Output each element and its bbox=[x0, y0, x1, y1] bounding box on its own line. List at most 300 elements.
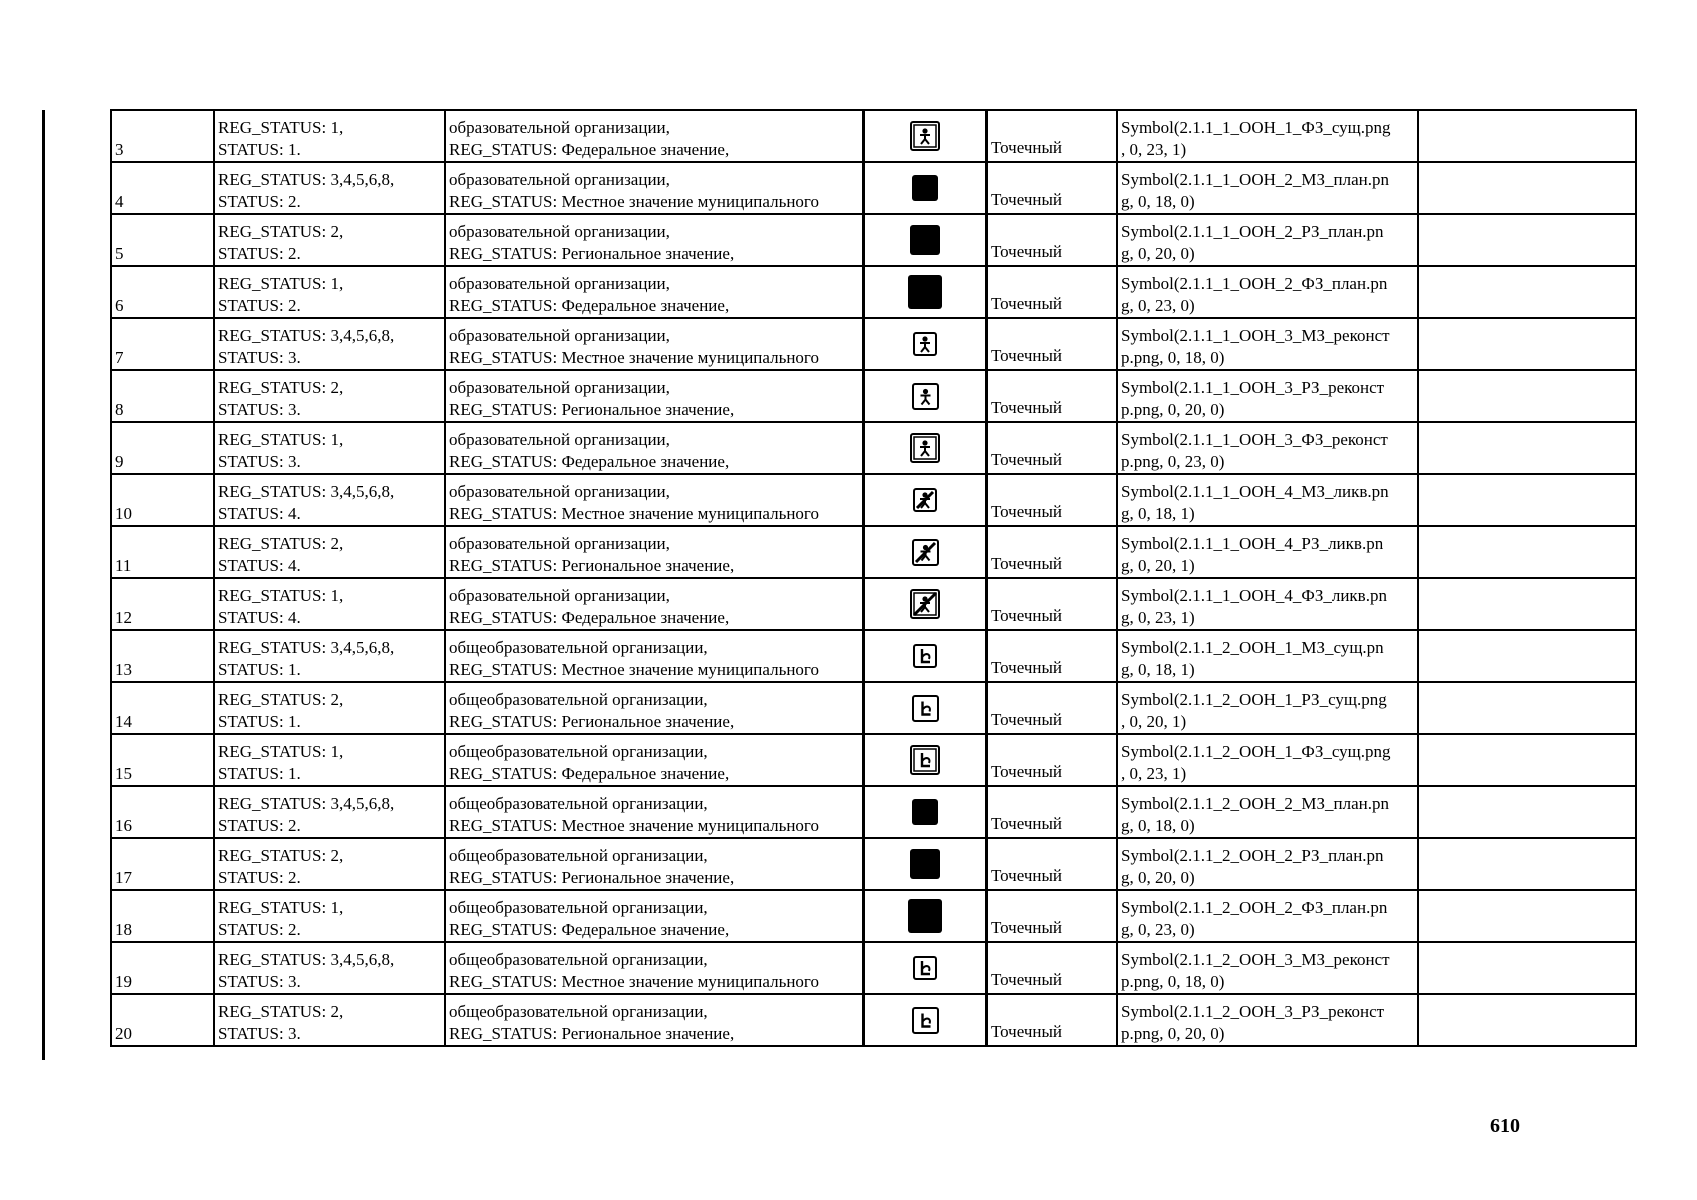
symbol-definition-line-2: g, 0, 23, 1) bbox=[1121, 608, 1195, 627]
organization-text: образовательной организации, bbox=[449, 534, 670, 553]
condition-cell bbox=[214, 266, 445, 318]
symbol-definition-line-2: g, 0, 23, 0) bbox=[1121, 920, 1195, 939]
table-row bbox=[111, 578, 1636, 630]
row-number-cell bbox=[111, 214, 214, 266]
description-cell bbox=[445, 318, 864, 370]
geometry-type-cell bbox=[987, 578, 1118, 630]
empty-cell bbox=[1418, 526, 1636, 578]
reg-status-value: REG_STATUS: Региональное значение, bbox=[449, 400, 735, 419]
school-reconstruction-medium-icon bbox=[912, 383, 939, 410]
condition-cell bbox=[214, 942, 445, 994]
table-row bbox=[111, 422, 1636, 474]
symbol-definition-cell bbox=[1117, 110, 1418, 162]
symbol-cell bbox=[864, 318, 987, 370]
table-row bbox=[111, 682, 1636, 734]
status-condition: STATUS: 2. bbox=[218, 296, 301, 315]
reg-status-condition: REG_STATUS: 1, bbox=[218, 430, 344, 449]
organization-text: образовательной организации, bbox=[449, 326, 670, 345]
reg-status-condition: REG_STATUS: 2, bbox=[218, 1002, 344, 1021]
symbols-table bbox=[110, 109, 1637, 1047]
status-condition: STATUS: 2. bbox=[218, 192, 301, 211]
symbol-definition-cell bbox=[1117, 838, 1418, 890]
reg-status-condition: REG_STATUS: 1, bbox=[218, 742, 344, 761]
symbol-definition-line-2: g, 0, 18, 0) bbox=[1121, 816, 1195, 835]
geometry-type: Точечный bbox=[991, 918, 1063, 937]
symbol-definition-line-1: Symbol(2.1.1_1_ООН_2_РЗ_план.pn bbox=[1121, 222, 1384, 241]
empty-cell bbox=[1418, 474, 1636, 526]
condition-cell bbox=[214, 890, 445, 942]
table-row bbox=[111, 942, 1636, 994]
row-number-cell bbox=[111, 630, 214, 682]
row-number-cell bbox=[111, 422, 214, 474]
reg-status-condition: REG_STATUS: 3,4,5,6,8, bbox=[218, 794, 395, 813]
reg-status-condition: REG_STATUS: 2, bbox=[218, 378, 344, 397]
general-school-reconstruction-medium-icon bbox=[912, 1007, 939, 1034]
description-cell bbox=[445, 838, 864, 890]
condition-cell bbox=[214, 162, 445, 214]
row-number-cell bbox=[111, 318, 214, 370]
table-row bbox=[111, 526, 1636, 578]
geometry-type-cell bbox=[987, 318, 1118, 370]
symbol-definition-line-1: Symbol(2.1.1_2_ООН_2_ФЗ_план.pn bbox=[1121, 898, 1388, 917]
geometry-type: Точечный bbox=[991, 502, 1063, 521]
organization-text: образовательной организации, bbox=[449, 378, 670, 397]
symbol-cell bbox=[864, 214, 987, 266]
geometry-type-cell bbox=[987, 942, 1118, 994]
reg-status-condition: REG_STATUS: 1, bbox=[218, 898, 344, 917]
table-row bbox=[111, 370, 1636, 422]
symbol-definition-line-2: , 0, 23, 1) bbox=[1121, 140, 1187, 159]
status-condition: STATUS: 1. bbox=[218, 712, 301, 731]
description-cell bbox=[445, 786, 864, 838]
symbol-definition-cell bbox=[1117, 214, 1418, 266]
status-condition: STATUS: 3. bbox=[218, 452, 301, 471]
condition-cell bbox=[214, 578, 445, 630]
condition-cell bbox=[214, 318, 445, 370]
empty-cell bbox=[1418, 214, 1636, 266]
status-condition: STATUS: 3. bbox=[218, 1024, 301, 1043]
geometry-type: Точечный bbox=[991, 242, 1063, 261]
description-cell bbox=[445, 682, 864, 734]
row-number: 16 bbox=[115, 816, 132, 835]
row-number-cell bbox=[111, 110, 214, 162]
planned-small-square-icon bbox=[912, 175, 938, 201]
reg-status-value: REG_STATUS: Федеральное значение, bbox=[449, 608, 730, 627]
status-condition: STATUS: 2. bbox=[218, 920, 301, 939]
row-number: 4 bbox=[115, 192, 124, 211]
organization-text: образовательной организации, bbox=[449, 430, 670, 449]
empty-cell bbox=[1418, 630, 1636, 682]
table-row bbox=[111, 110, 1636, 162]
general-school-medium-icon bbox=[912, 695, 939, 722]
condition-cell bbox=[214, 838, 445, 890]
symbol-cell bbox=[864, 734, 987, 786]
organization-text: образовательной организации, bbox=[449, 482, 670, 501]
description-cell bbox=[445, 370, 864, 422]
empty-cell bbox=[1418, 110, 1636, 162]
status-condition: STATUS: 1. bbox=[218, 660, 301, 679]
reg-status-value: REG_STATUS: Региональное значение, bbox=[449, 868, 735, 887]
table-row bbox=[111, 838, 1636, 890]
table-row bbox=[111, 162, 1636, 214]
row-number: 20 bbox=[115, 1024, 132, 1043]
description-cell bbox=[445, 578, 864, 630]
geometry-type-cell bbox=[987, 370, 1118, 422]
empty-cell bbox=[1418, 786, 1636, 838]
symbol-definition-cell bbox=[1117, 370, 1418, 422]
empty-cell bbox=[1418, 578, 1636, 630]
organization-text: образовательной организации, bbox=[449, 118, 670, 137]
reg-status-condition: REG_STATUS: 1, bbox=[218, 118, 344, 137]
row-number-cell bbox=[111, 682, 214, 734]
symbol-definition-line-2: g, 0, 20, 1) bbox=[1121, 556, 1195, 575]
reg-status-value: REG_STATUS: Федеральное значение, bbox=[449, 920, 730, 939]
symbol-definition-line-2: g, 0, 20, 0) bbox=[1121, 868, 1195, 887]
reg-status-value: REG_STATUS: Федеральное значение, bbox=[449, 296, 730, 315]
reg-status-condition: REG_STATUS: 3,4,5,6,8, bbox=[218, 482, 395, 501]
organization-text: образовательной организации, bbox=[449, 170, 670, 189]
condition-cell bbox=[214, 110, 445, 162]
symbol-cell bbox=[864, 370, 987, 422]
condition-cell bbox=[214, 370, 445, 422]
symbol-definition-cell bbox=[1117, 994, 1418, 1046]
row-number: 11 bbox=[115, 556, 132, 575]
row-number-cell bbox=[111, 734, 214, 786]
reg-status-condition: REG_STATUS: 3,4,5,6,8, bbox=[218, 950, 395, 969]
geometry-type-cell bbox=[987, 422, 1118, 474]
table-row bbox=[111, 266, 1636, 318]
symbol-definition-line-1: Symbol(2.1.1_2_ООН_2_РЗ_план.pn bbox=[1121, 846, 1384, 865]
geometry-type: Точечный bbox=[991, 554, 1063, 573]
geometry-type-cell bbox=[987, 110, 1118, 162]
geometry-type-cell bbox=[987, 994, 1118, 1046]
description-cell bbox=[445, 162, 864, 214]
description-cell bbox=[445, 422, 864, 474]
symbol-definition-line-2: g, 0, 18, 1) bbox=[1121, 660, 1195, 679]
symbol-cell bbox=[864, 578, 987, 630]
geometry-type-cell bbox=[987, 474, 1118, 526]
row-number: 12 bbox=[115, 608, 132, 627]
reg-status-condition: REG_STATUS: 3,4,5,6,8, bbox=[218, 170, 395, 189]
status-condition: STATUS: 4. bbox=[218, 608, 301, 627]
geometry-type-cell bbox=[987, 682, 1118, 734]
symbol-definition-line-1: Symbol(2.1.1_1_ООН_2_ФЗ_план.pn bbox=[1121, 274, 1388, 293]
geometry-type-cell bbox=[987, 214, 1118, 266]
empty-cell bbox=[1418, 942, 1636, 994]
geometry-type-cell bbox=[987, 266, 1118, 318]
reg-status-condition: REG_STATUS: 2, bbox=[218, 534, 344, 553]
symbol-definition-line-2: , 0, 23, 1) bbox=[1121, 764, 1187, 783]
condition-cell bbox=[214, 422, 445, 474]
symbol-definition-line-1: Symbol(2.1.1_1_ООН_4_РЗ_ликв.pn bbox=[1121, 534, 1384, 553]
symbol-cell bbox=[864, 682, 987, 734]
geometry-type: Точечный bbox=[991, 346, 1063, 365]
row-number-cell bbox=[111, 578, 214, 630]
symbol-definition-line-2: р.png, 0, 23, 0) bbox=[1121, 452, 1225, 471]
school-existing-frame-icon bbox=[910, 121, 940, 151]
reg-status-value: REG_STATUS: Федеральное значение, bbox=[449, 140, 730, 159]
reg-status-value: REG_STATUS: Местное значение муниципального bbox=[449, 972, 819, 991]
organization-text: общеобразовательной организации, bbox=[449, 846, 708, 865]
status-condition: STATUS: 3. bbox=[218, 348, 301, 367]
row-number: 15 bbox=[115, 764, 132, 783]
status-condition: STATUS: 1. bbox=[218, 140, 301, 159]
geometry-type: Точечный bbox=[991, 710, 1063, 729]
condition-cell bbox=[214, 526, 445, 578]
empty-cell bbox=[1418, 422, 1636, 474]
symbol-definition-line-1: Symbol(2.1.1_1_ООН_3_ФЗ_реконст bbox=[1121, 430, 1388, 449]
organization-text: общеобразовательной организации, bbox=[449, 638, 708, 657]
symbol-cell bbox=[864, 110, 987, 162]
reg-status-value: REG_STATUS: Региональное значение, bbox=[449, 712, 735, 731]
description-cell bbox=[445, 630, 864, 682]
geometry-type: Точечный bbox=[991, 190, 1063, 209]
status-condition: STATUS: 2. bbox=[218, 244, 301, 263]
organization-text: образовательной организации, bbox=[449, 274, 670, 293]
school-reconstruction-frame-icon bbox=[910, 433, 940, 463]
reg-status-value: REG_STATUS: Местное значение муниципального bbox=[449, 660, 819, 679]
condition-cell bbox=[214, 474, 445, 526]
symbol-definition-cell bbox=[1117, 734, 1418, 786]
row-number: 17 bbox=[115, 868, 132, 887]
symbol-cell bbox=[864, 266, 987, 318]
geometry-type-cell bbox=[987, 526, 1118, 578]
symbol-definition-cell bbox=[1117, 474, 1418, 526]
organization-text: общеобразовательной организации, bbox=[449, 898, 708, 917]
reg-status-value: REG_STATUS: Федеральное значение, bbox=[449, 764, 730, 783]
description-cell bbox=[445, 110, 864, 162]
reg-status-value: REG_STATUS: Местное значение муниципального bbox=[449, 816, 819, 835]
symbol-cell bbox=[864, 994, 987, 1046]
table-row bbox=[111, 474, 1636, 526]
planned-medium-square-icon bbox=[910, 849, 940, 879]
table-row bbox=[111, 786, 1636, 838]
symbol-definition-line-1: Symbol(2.1.1_1_ООН_4_МЗ_ликв.pn bbox=[1121, 482, 1389, 501]
symbol-cell bbox=[864, 474, 987, 526]
planned-large-square-icon bbox=[908, 275, 942, 309]
symbol-cell bbox=[864, 942, 987, 994]
empty-cell bbox=[1418, 994, 1636, 1046]
general-school-reconstruction-small-icon bbox=[913, 956, 937, 980]
symbol-definition-cell bbox=[1117, 162, 1418, 214]
symbol-definition-line-1: Symbol(2.1.1_2_ООН_1_МЗ_сущ.pn bbox=[1121, 638, 1384, 657]
empty-cell bbox=[1418, 162, 1636, 214]
row-number-cell bbox=[111, 266, 214, 318]
symbol-cell bbox=[864, 786, 987, 838]
row-number-cell bbox=[111, 474, 214, 526]
symbol-definition-line-2: , 0, 20, 1) bbox=[1121, 712, 1187, 731]
symbol-definition-line-2: g, 0, 20, 0) bbox=[1121, 244, 1195, 263]
empty-cell bbox=[1418, 734, 1636, 786]
condition-cell bbox=[214, 734, 445, 786]
row-number-cell bbox=[111, 890, 214, 942]
table-row bbox=[111, 994, 1636, 1046]
status-condition: STATUS: 4. bbox=[218, 504, 301, 523]
symbol-definition-line-2: g, 0, 18, 1) bbox=[1121, 504, 1195, 523]
school-liquidation-medium-icon bbox=[912, 539, 939, 566]
description-cell bbox=[445, 474, 864, 526]
symbol-cell bbox=[864, 422, 987, 474]
symbol-definition-line-1: Symbol(2.1.1_2_ООН_3_МЗ_реконст bbox=[1121, 950, 1390, 969]
reg-status-condition: REG_STATUS: 3,4,5,6,8, bbox=[218, 326, 395, 345]
margin-rule bbox=[42, 110, 45, 1060]
row-number-cell bbox=[111, 838, 214, 890]
description-cell bbox=[445, 734, 864, 786]
row-number: 9 bbox=[115, 452, 124, 471]
symbol-definition-line-1: Symbol(2.1.1_2_ООН_1_РЗ_сущ.png bbox=[1121, 690, 1387, 709]
row-number-cell bbox=[111, 370, 214, 422]
table-row bbox=[111, 318, 1636, 370]
symbol-cell bbox=[864, 526, 987, 578]
symbol-definition-line-2: р.png, 0, 20, 0) bbox=[1121, 400, 1225, 419]
geometry-type-cell bbox=[987, 890, 1118, 942]
reg-status-condition: REG_STATUS: 2, bbox=[218, 222, 344, 241]
reg-status-condition: REG_STATUS: 2, bbox=[218, 690, 344, 709]
page-number: 610 bbox=[1490, 1115, 1520, 1137]
condition-cell bbox=[214, 786, 445, 838]
general-school-frame-icon bbox=[910, 745, 940, 775]
reg-status-value: REG_STATUS: Региональное значение, bbox=[449, 1024, 735, 1043]
school-liquidation-frame-icon bbox=[910, 589, 940, 619]
status-condition: STATUS: 3. bbox=[218, 400, 301, 419]
symbol-definition-line-1: Symbol(2.1.1_2_ООН_2_МЗ_план.pn bbox=[1121, 794, 1389, 813]
organization-text: общеобразовательной организации, bbox=[449, 794, 708, 813]
organization-text: общеобразовательной организации, bbox=[449, 1002, 708, 1021]
reg-status-value: REG_STATUS: Местное значение муниципального bbox=[449, 348, 819, 367]
row-number-cell bbox=[111, 526, 214, 578]
status-condition: STATUS: 4. bbox=[218, 556, 301, 575]
planned-medium-square-icon bbox=[910, 225, 940, 255]
condition-cell bbox=[214, 214, 445, 266]
symbol-definition-cell bbox=[1117, 630, 1418, 682]
empty-cell bbox=[1418, 266, 1636, 318]
symbol-definition-line-2: р.png, 0, 18, 0) bbox=[1121, 972, 1225, 991]
row-number: 3 bbox=[115, 140, 124, 159]
reg-status-value: REG_STATUS: Местное значение муниципального bbox=[449, 192, 819, 211]
symbol-cell bbox=[864, 630, 987, 682]
condition-cell bbox=[214, 630, 445, 682]
symbol-definition-cell bbox=[1117, 786, 1418, 838]
planned-large-square-icon bbox=[908, 899, 942, 933]
status-condition: STATUS: 2. bbox=[218, 868, 301, 887]
status-condition: STATUS: 1. bbox=[218, 764, 301, 783]
symbol-cell bbox=[864, 890, 987, 942]
symbol-definition-cell bbox=[1117, 526, 1418, 578]
organization-text: образовательной организации, bbox=[449, 586, 670, 605]
symbol-definition-line-1: Symbol(2.1.1_1_ООН_1_ФЗ_сущ.png bbox=[1121, 118, 1391, 137]
empty-cell bbox=[1418, 682, 1636, 734]
symbol-definition-line-2: g, 0, 23, 0) bbox=[1121, 296, 1195, 315]
geometry-type-cell bbox=[987, 838, 1118, 890]
symbol-definition-cell bbox=[1117, 422, 1418, 474]
empty-cell bbox=[1418, 318, 1636, 370]
symbol-definition-line-2: р.png, 0, 18, 0) bbox=[1121, 348, 1225, 367]
organization-text: образовательной организации, bbox=[449, 222, 670, 241]
symbol-cell bbox=[864, 162, 987, 214]
symbol-definition-cell bbox=[1117, 266, 1418, 318]
row-number: 18 bbox=[115, 920, 132, 939]
status-condition: STATUS: 3. bbox=[218, 972, 301, 991]
geometry-type-cell bbox=[987, 734, 1118, 786]
geometry-type-cell bbox=[987, 786, 1118, 838]
status-condition: STATUS: 2. bbox=[218, 816, 301, 835]
row-number: 13 bbox=[115, 660, 132, 679]
symbol-definition-line-1: Symbol(2.1.1_2_ООН_1_ФЗ_сущ.png bbox=[1121, 742, 1391, 761]
symbol-cell bbox=[864, 838, 987, 890]
description-cell bbox=[445, 942, 864, 994]
reg-status-condition: REG_STATUS: 1, bbox=[218, 274, 344, 293]
row-number: 19 bbox=[115, 972, 132, 991]
row-number: 10 bbox=[115, 504, 132, 523]
geometry-type: Точечный bbox=[991, 814, 1063, 833]
geometry-type: Точечный bbox=[991, 294, 1063, 313]
geometry-type: Точечный bbox=[991, 658, 1063, 677]
symbol-definition-line-1: Symbol(2.1.1_1_ООН_4_ФЗ_ликв.pn bbox=[1121, 586, 1387, 605]
geometry-type-cell bbox=[987, 162, 1118, 214]
school-reconstruction-small-icon bbox=[913, 332, 937, 356]
symbol-definition-line-1: Symbol(2.1.1_1_ООН_3_МЗ_реконст bbox=[1121, 326, 1390, 345]
symbol-definition-cell bbox=[1117, 890, 1418, 942]
condition-cell bbox=[214, 994, 445, 1046]
reg-status-condition: REG_STATUS: 2, bbox=[218, 846, 344, 865]
symbol-definition-line-2: р.png, 0, 20, 0) bbox=[1121, 1024, 1225, 1043]
row-number-cell bbox=[111, 786, 214, 838]
geometry-type: Точечный bbox=[991, 398, 1063, 417]
description-cell bbox=[445, 890, 864, 942]
row-number: 8 bbox=[115, 400, 124, 419]
geometry-type: Точечный bbox=[991, 1022, 1063, 1041]
school-liquidation-small-icon bbox=[913, 488, 937, 512]
reg-status-value: REG_STATUS: Региональное значение, bbox=[449, 556, 735, 575]
empty-cell bbox=[1418, 838, 1636, 890]
description-cell bbox=[445, 266, 864, 318]
geometry-type-cell bbox=[987, 630, 1118, 682]
geometry-type: Точечный bbox=[991, 450, 1063, 469]
symbol-definition-line-1: Symbol(2.1.1_1_ООН_2_МЗ_план.pn bbox=[1121, 170, 1389, 189]
symbol-definition-cell bbox=[1117, 318, 1418, 370]
symbol-definition-line-2: g, 0, 18, 0) bbox=[1121, 192, 1195, 211]
organization-text: общеобразовательной организации, bbox=[449, 690, 708, 709]
row-number: 14 bbox=[115, 712, 132, 731]
reg-status-value: REG_STATUS: Региональное значение, bbox=[449, 244, 735, 263]
planned-small-square-icon bbox=[912, 799, 938, 825]
geometry-type: Точечный bbox=[991, 970, 1063, 989]
geometry-type: Точечный bbox=[991, 866, 1063, 885]
table-row bbox=[111, 890, 1636, 942]
table-row bbox=[111, 214, 1636, 266]
description-cell bbox=[445, 526, 864, 578]
empty-cell bbox=[1418, 890, 1636, 942]
organization-text: общеобразовательной организации, bbox=[449, 950, 708, 969]
row-number: 6 bbox=[115, 296, 124, 315]
row-number-cell bbox=[111, 994, 214, 1046]
table-row bbox=[111, 734, 1636, 786]
reg-status-value: REG_STATUS: Местное значение муниципального bbox=[449, 504, 819, 523]
symbol-definition-cell bbox=[1117, 578, 1418, 630]
row-number-cell bbox=[111, 162, 214, 214]
reg-status-condition: REG_STATUS: 3,4,5,6,8, bbox=[218, 638, 395, 657]
symbol-definition-line-1: Symbol(2.1.1_1_ООН_3_РЗ_реконст bbox=[1121, 378, 1385, 397]
geometry-type: Точечный bbox=[991, 606, 1063, 625]
reg-status-condition: REG_STATUS: 1, bbox=[218, 586, 344, 605]
description-cell bbox=[445, 214, 864, 266]
geometry-type: Точечный bbox=[991, 138, 1063, 157]
general-school-small-icon bbox=[913, 644, 937, 668]
symbol-definition-cell bbox=[1117, 682, 1418, 734]
condition-cell bbox=[214, 682, 445, 734]
row-number: 5 bbox=[115, 244, 124, 263]
symbol-definition-line-1: Symbol(2.1.1_2_ООН_3_РЗ_реконст bbox=[1121, 1002, 1385, 1021]
